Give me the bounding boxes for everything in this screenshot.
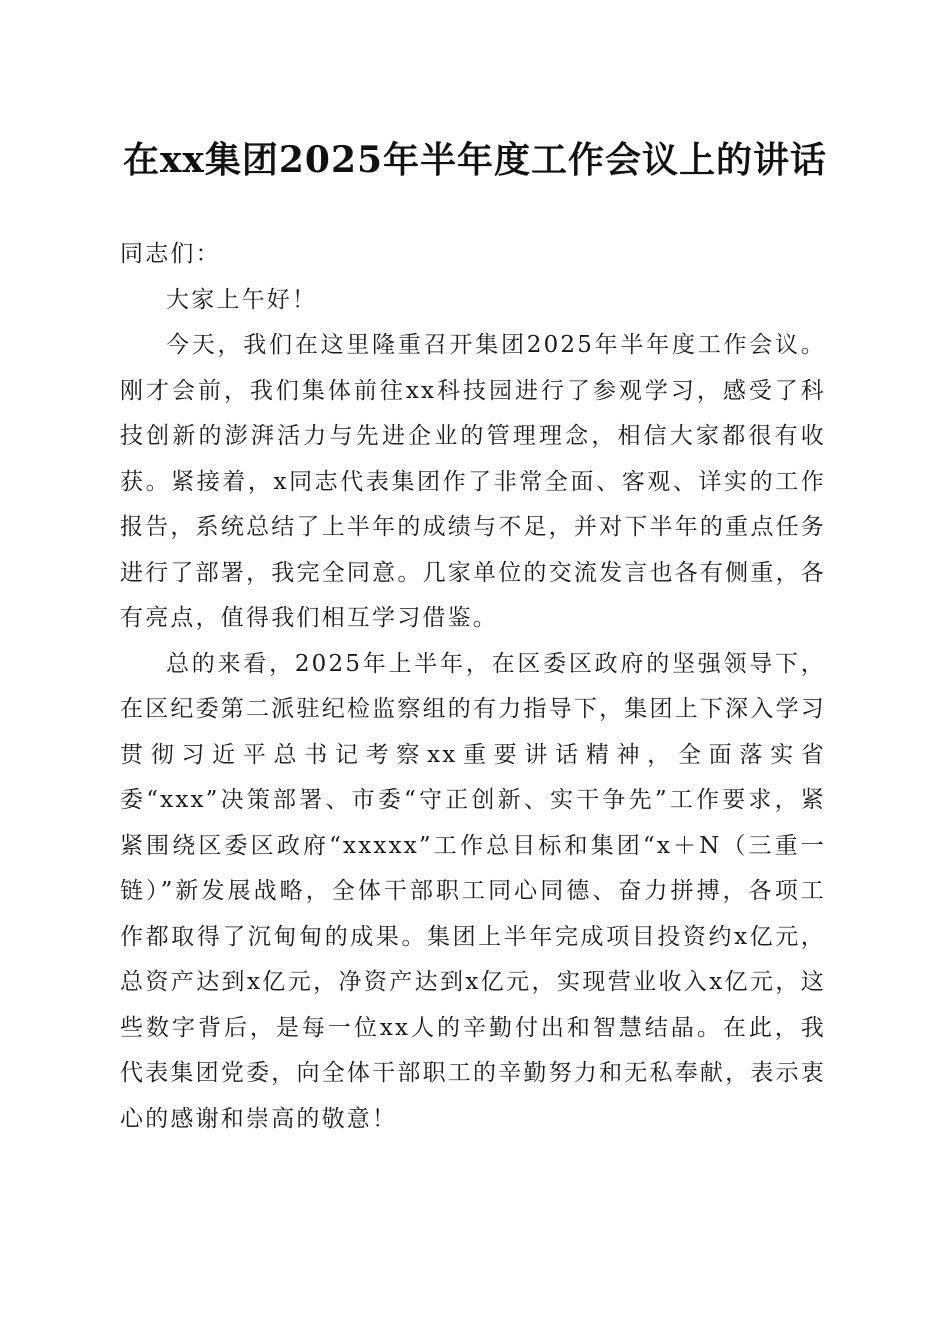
salutation: 同志们： — [120, 241, 221, 267]
document-body — [120, 232, 826, 1142]
paragraph-greeting: 大家上午好！ — [166, 286, 318, 313]
paragraph-opening: 今天，我们在这里隆重召开集团2025年半年度工作会议。刚才会前，我们集体前往xx科技园进行了参观学习，感受了科技创新的澎湃活力与先进企业的管理理念，相信大家都很有收获。紧接着，x同志代表集团作了非常全面、客观、详实的工作报告，系统总结了上半年的成绩与不足，并对下半年的重点任务进行了部署，我完全同意。几家单位的交流发言也各有侧重，各有亮点，值得我们相互学习借鉴。 — [120, 332, 826, 631]
paragraph-summary: 总的来看，2025年上半年，在区委区政府的坚强领导下，在区纪委第二派驻纪检监察组的有力指导下，集团上下深入学习贯彻习近平总书记考察xx重要讲话精神，全面落实省委“xxx”决策部署、市委“守正创新、实干争先”工作要求，紧紧围绕区委区政府“xxxxx”工作总目标和集团“x＋N（三重一链）”新发展战略，全体干部职工同心同德、奋力拼搏，各项工作都取得了沉甸甸的成果。集团上半年完成项目投资约x亿元，总资产达到x亿元，净资产达到x亿元，实现营业收入x亿元，这些数字背后，是每一位xx人的辛勤付出和智慧结晶。在此，我代表集团党委，向全体干部职工的辛勤努力和无私奉献，表示衷心的感谢和崇高的敬意！ — [120, 650, 826, 1132]
document-title: 在xx集团2025年半年度工作会议上的讲话 — [122, 139, 828, 181]
